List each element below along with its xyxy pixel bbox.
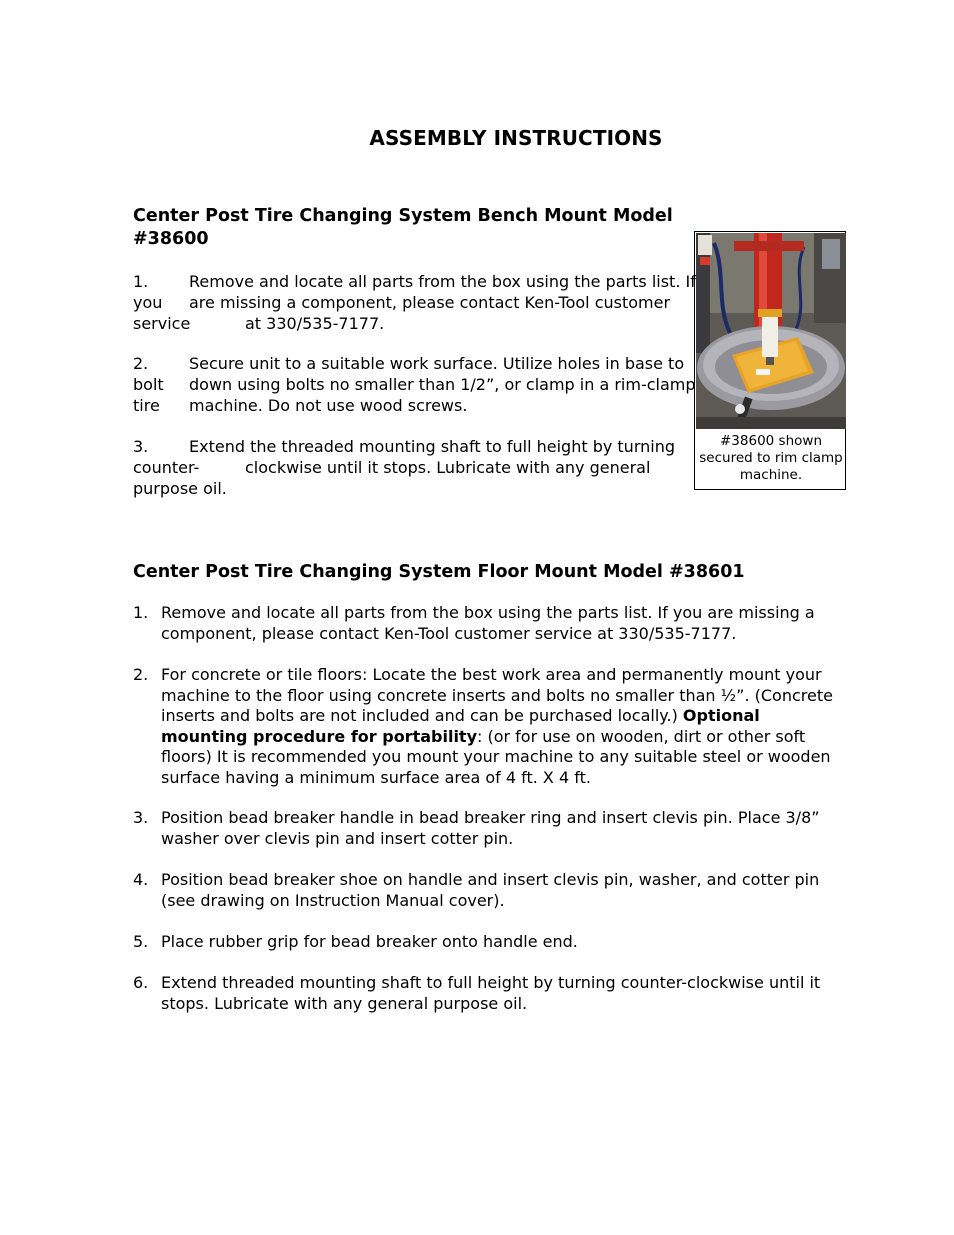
step-text-line: Extend the threaded mounting shaft to full height by turning — [189, 437, 675, 456]
step-text-line: Remove and locate all parts from the box using the parts list. If — [189, 272, 696, 291]
step-number: 2. — [133, 354, 149, 373]
step-text: Position bead breaker handle in bead breaker ring and insert clevis pin. Place 3/8” washer over clevis pin and insert cotter pin. — [161, 808, 820, 848]
step-number: 4. — [133, 870, 149, 889]
step-text-line: clockwise until it stops. Lubricate with any general — [245, 458, 651, 477]
step-text-part: For concrete or tile floors: Locate the best work area and permanently mount your machine to the floor using concrete inserts and bolts no smaller than ½”. (Concrete inserts and bolts are not included and can be purchased locally.) — [161, 665, 833, 726]
step-text: Position bead breaker shoe on handle and insert clevis pin, washer, and cotter pin (see drawing on Instruction Manual cover). — [161, 870, 820, 910]
step-number: 1. — [133, 272, 149, 291]
step-number: 1. — [133, 603, 149, 622]
step-text-lead: service — [133, 314, 191, 333]
step-number: 5. — [133, 932, 149, 951]
step-text: Place rubber grip for bead breaker onto handle end. — [161, 932, 578, 951]
step-text-part: : (or for use on wooden, dirt or other soft floors) It is recommended you mount your machine to any suitable steel or wooden surface having a minimum surface area of 4 ft. X 4 ft. — [161, 726, 831, 787]
bench-step-3 — [133, 436, 675, 499]
step-text-line: machine. Do not use wood screws. — [189, 396, 468, 415]
optional-mounting-emphasis: Optional mounting procedure for portability — [161, 706, 760, 746]
bench-step-1 — [133, 271, 696, 334]
floor-step-2 — [133, 665, 843, 789]
figure-caption: #38600 shown secured to rim clamp machine. — [699, 433, 843, 483]
floor-step-4 — [133, 870, 843, 911]
bench-step-2 — [133, 353, 696, 416]
step-text: Extend threaded mounting shaft to full height by turning counter-clockwise until it stops. Lubricate with any general purpose oil. — [161, 973, 821, 1013]
step-text-line: Secure unit to a suitable work surface. Utilize holes in base to — [189, 354, 685, 373]
step-text-lead: you — [133, 293, 163, 312]
step-text-lead: bolt — [133, 375, 164, 394]
step-text-line: are missing a component, please contact Ken-Tool customer — [189, 293, 671, 312]
step-number: 6. — [133, 973, 149, 992]
step-text: Remove and locate all parts from the box using the parts list. If you are missing a component, please contact Ken-Tool customer service at 330/535-7177. — [161, 603, 815, 643]
bench-mount-heading-line1: Center Post Tire Changing System Bench Mount Model — [133, 206, 673, 226]
floor-step-1 — [133, 603, 843, 644]
product-photo — [696, 233, 846, 429]
step-text-lead: counter- — [133, 458, 200, 477]
step-number: 3. — [133, 808, 149, 827]
floor-step-3 — [133, 808, 843, 849]
step-number: 3. — [133, 437, 149, 456]
bench-mount-heading — [133, 205, 673, 251]
step-text-line: at 330/535-7177. — [245, 314, 385, 333]
floor-step-6 — [133, 973, 843, 1014]
page-title: ASSEMBLY INSTRUCTIONS — [369, 126, 663, 150]
floor-step-5 — [133, 932, 843, 953]
bench-mount-heading-line2: #38600 — [133, 229, 209, 249]
step-text — [161, 665, 843, 789]
step-number: 2. — [133, 665, 149, 684]
product-photo-illustration — [696, 233, 846, 429]
step-text-line: purpose oil. — [133, 479, 227, 498]
step-text-line: down using bolts no smaller than 1/2”, or clamp in a rim-clamp — [189, 375, 696, 394]
step-text-lead: tire — [133, 396, 160, 415]
floor-mount-heading: Center Post Tire Changing System Floor Mount Model #38601 — [133, 562, 745, 582]
product-figure — [694, 231, 846, 490]
